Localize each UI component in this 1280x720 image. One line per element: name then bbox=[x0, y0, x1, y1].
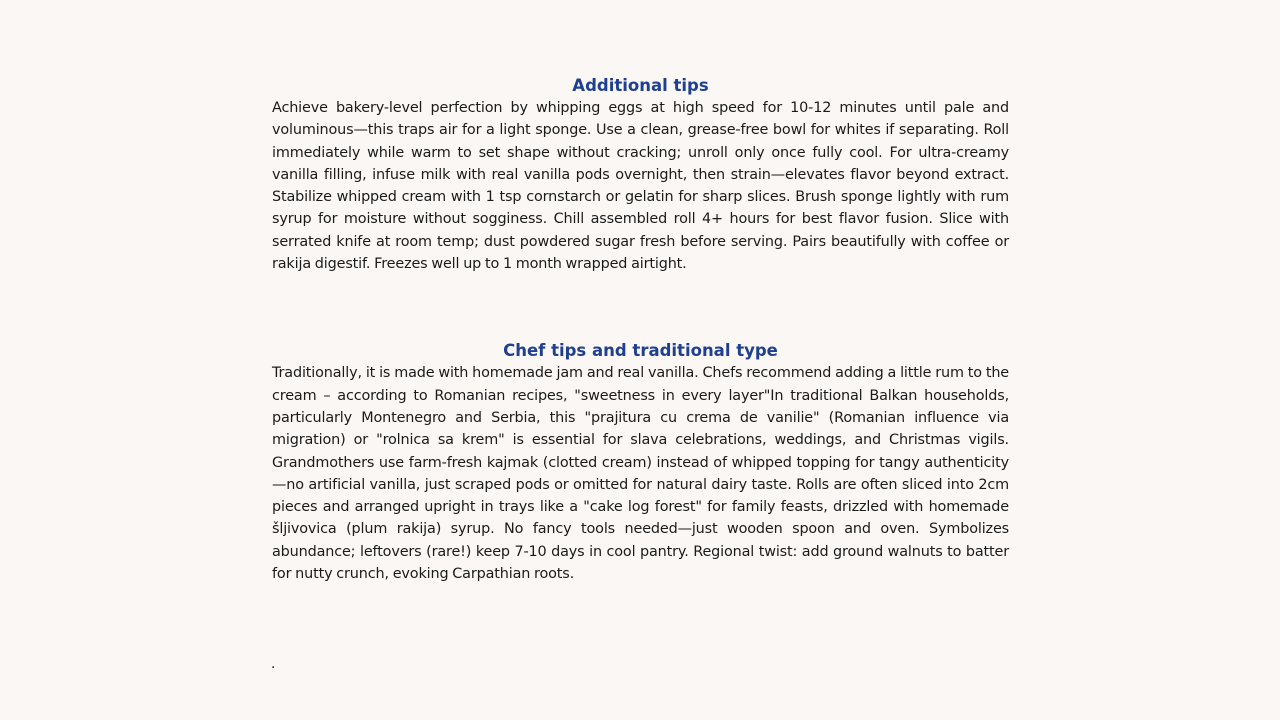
section-body-additional-tips: Achieve bakery-level perfection by whipping eggs at high speed for 10-12 minutes until pale and voluminous—this traps air for a light sponge. Use a clean, grease-free bowl for whites if separating. Roll immediately while warm to set shape without cracking; unroll only once fully cool. For ultra-creamy vanilla filling, infuse milk with real vanilla pods overnight, then strain—elevates flavor beyond extract. Stabilize whipped cream with 1 tsp cornstarch or gelatin for sharp slices. Brush sponge lightly with rum syrup for moisture without sogginess. Chill assembled roll 4+ hours for best flavor fusion. Slice with serrated knife at room temp; dust powdered sugar fresh before serving. Pairs beautifully with coffee or rakija digestif. Freezes well up to 1 month wrapped airtight. bbox=[272, 100, 1009, 273]
chef-tips-section bbox=[272, 340, 1009, 585]
additional-tips-section bbox=[272, 75, 1009, 275]
section-title-chef-tips: Chef tips and traditional type bbox=[503, 341, 778, 361]
section-title-additional-tips: Additional tips bbox=[572, 76, 709, 95]
trailing-mark: . bbox=[271, 656, 276, 672]
document-content bbox=[272, 75, 1009, 585]
section-spacer bbox=[272, 275, 1009, 340]
section-body-chef-tips: Traditionally, it is made with homemade jam and real vanilla. Chefs recommend adding a little rum to the cream – according to Romanian recipes, "sweetness in every layer"In traditional Balkan households, particularly Montenegro and Serbia, this "prajitura cu crema de vanilie" (Romanian influence via migration) or "rolnica sa krem" is essential for slava celebrations, weddings, and Christmas vigils. Grandmothers use farm-fresh kajmak (clotted cream) instead of whipped topping for tangy authenticity—no artificial vanilla, just scraped pods or omitted for natural dairy taste. Rolls are often sliced into 2cm pieces and arranged upright in trays like a "cake log forest" for family feasts, drizzled with homemade šljivovica (plum rakija) syrup. No fancy tools needed—just wooden spoon and oven. Symbolizes abundance; leftovers (rare!) keep 7-10 days in cool pantry. Regional twist: add ground walnuts to batter for nutty crunch, evoking Carpathian roots. bbox=[272, 365, 1009, 583]
